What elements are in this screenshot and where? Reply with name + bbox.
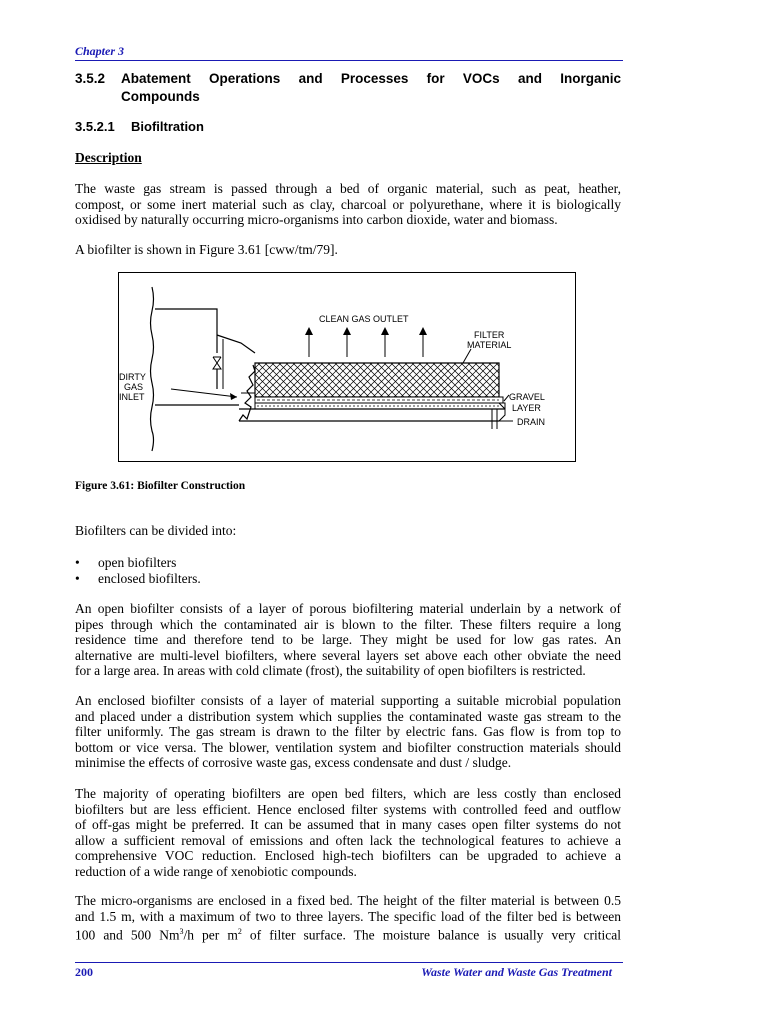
paragraph-line: of off-gas might be preferred. It can be assumed that in many cases open filter systems do not: [75, 817, 621, 832]
paragraph-line: compost, or some inert material such as clay, charcoal or polyurethane, where it is biologically: [75, 196, 621, 212]
paragraph-line: An open biofilter consists of a layer of porous biofiltering material underlain by a network of: [75, 601, 621, 616]
list-item: [75, 571, 201, 587]
fan-icon: [213, 357, 221, 369]
gravel-layer: [255, 403, 505, 409]
paragraph-line: and placed under a distribution system which supplies the contaminated waste gas stream to the: [75, 708, 621, 724]
paragraph-5: [75, 693, 621, 771]
list-item-text: open biofilters: [98, 555, 177, 570]
subsection-number: 3.5.2.1: [75, 119, 115, 134]
bullet-icon: •: [75, 571, 80, 586]
section-number: 3.5.2: [75, 71, 106, 86]
page-number: 200: [75, 965, 93, 979]
label-gas: GAS: [124, 382, 144, 392]
paragraph-line: comprehensive VOC reduction. Enclosed high-tech biofilters can be upgraded to achieve a: [75, 848, 621, 863]
paragraph-line: allow a sufficient removal of emissions and often lack the technological features to achieve a: [75, 832, 621, 848]
description-heading: Description: [75, 150, 142, 165]
section-title-line1: Abatement Operations and Processes for VOCs and Inorganic: [121, 71, 621, 86]
chapter-header: Chapter 3: [75, 44, 125, 58]
filter-material-bed: [255, 363, 499, 397]
clean-gas-arrows: [305, 327, 427, 357]
paragraph-line: for a large area. In areas with cold climate (frost), the suitability of open biofilters is restricted.: [75, 663, 586, 678]
paragraph-line: residence time and therefore tend to be large. They might be used for low gas rates. An: [75, 632, 621, 647]
label-layer: LAYER: [512, 403, 541, 413]
paragraph-line: 100 and 500 Nm$^3$/h per $m^2$ of filter surface. The moisture balance is usually very critical: [75, 927, 621, 943]
paragraph-line: The majority of operating biofilters are open bed filters, which are less costly than enclosed: [75, 786, 621, 801]
biofilter-types-list: [75, 555, 201, 587]
paragraph-line: An enclosed biofilter consists of a layer of material supporting a suitable microbial population: [75, 693, 621, 708]
label-drain: DRAIN: [517, 417, 546, 427]
subsection-title: Biofiltration: [131, 119, 204, 134]
label-clean-gas-outlet: CLEAN GAS OUTLET: [319, 314, 409, 324]
footer-rule: [75, 962, 623, 963]
paragraph-4: [75, 601, 621, 679]
paragraph-line: pipes through which the contaminated air is blown to the filter. These filters require a long: [75, 616, 621, 632]
label-material: MATERIAL: [467, 340, 512, 350]
header-rule: [75, 60, 623, 61]
paragraph-line: oxidised by naturally occurring micro-organisms into carbon dioxide, water and biomass.: [75, 212, 558, 227]
paragraph-line: biofilters but are less efficient. Hence enclosed filter systems with controlled feed and outflow: [75, 801, 621, 817]
bullet-icon: •: [75, 555, 80, 570]
label-gravel: GRAVEL: [509, 392, 545, 402]
section-title-line2: Compounds: [121, 89, 200, 104]
paragraph-line: and 1.5 m, with a maximum of two to three layers. The specific load of the filter bed is between: [75, 908, 621, 924]
paragraph-7: [75, 893, 621, 943]
paragraph-2: [75, 242, 621, 258]
figure-caption: Figure 3.61: Biofilter Construction: [75, 480, 246, 492]
paragraph-line: alternative are multi-level biofilters, where several layers set above each other obviate the need: [75, 647, 621, 663]
footer-title: Waste Water and Waste Gas Treatment: [421, 965, 612, 979]
paragraph-line: bottom or vice versa. The blower, ventilation system and biofilter construction materials should: [75, 739, 621, 755]
biofilter-diagram: [119, 273, 575, 461]
drain-pipe: [492, 409, 497, 429]
label-filter: FILTER: [474, 330, 505, 340]
paragraph-line: A biofilter is shown in Figure 3.61 [cww/tm/79].: [75, 242, 338, 257]
biofilter-figure: [118, 272, 576, 462]
paragraph-line: The micro-organisms are enclosed in a fixed bed. The height of the filter material is between 0.5: [75, 893, 621, 908]
paragraph-line: filter uniformly. The gas stream is drawn to the filter by electric fans. Gas flow is from top to: [75, 724, 621, 739]
paragraph-line: Biofilters can be divided into:: [75, 523, 237, 538]
paragraph-line: The waste gas stream is passed through a bed of organic material, such as peat, heather,: [75, 181, 621, 196]
paragraph-1: [75, 181, 621, 228]
label-dirty: DIRTY: [119, 372, 146, 382]
list-item-text: enclosed biofilters.: [98, 571, 201, 586]
paragraph-line: minimise the effects of corrosive waste gas, excess condensate and dust / sludge.: [75, 755, 512, 770]
paragraph-6: [75, 786, 621, 879]
paragraph-line: reduction of a wide range of xenobiotic compounds.: [75, 863, 357, 879]
list-item: [75, 555, 201, 571]
label-inlet: INLET: [119, 392, 145, 402]
paragraph-3: [75, 523, 621, 539]
building-wall: [151, 287, 154, 451]
